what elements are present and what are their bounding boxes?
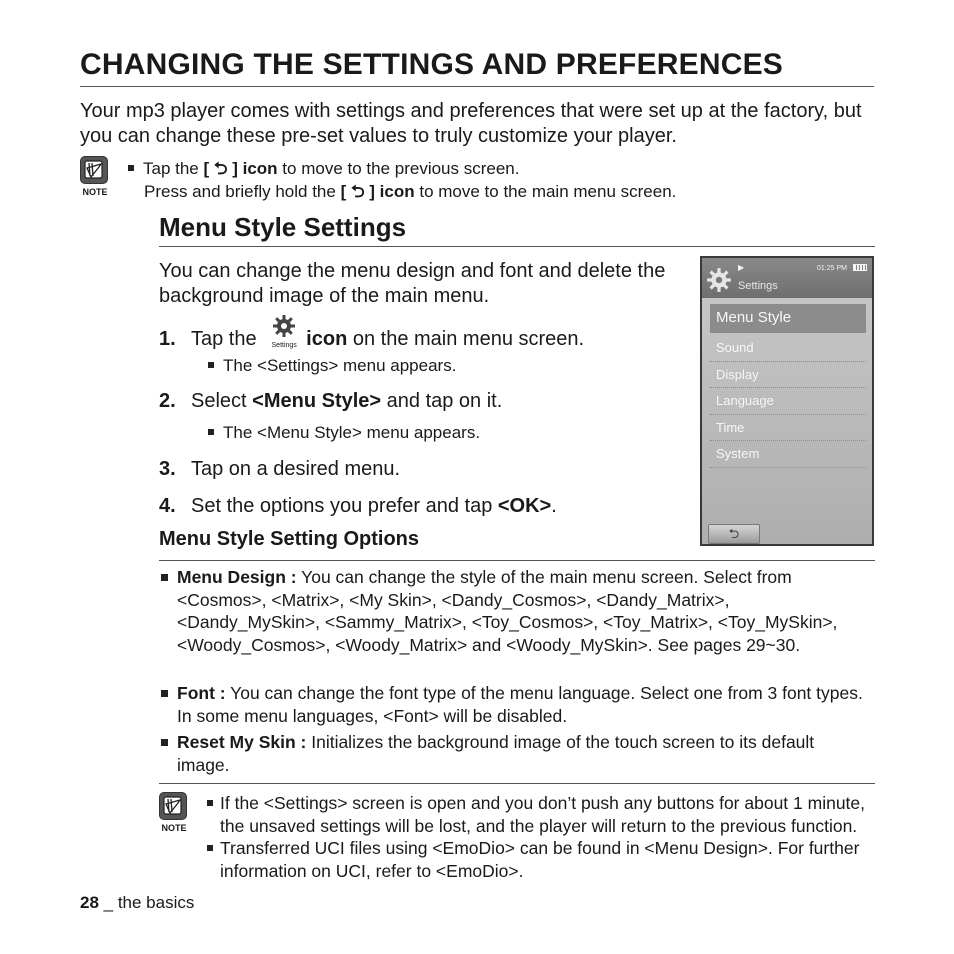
device-menu-list <box>710 304 866 468</box>
section-description: You can change the menu design and font and delete the background image of the main menu. <box>159 260 666 307</box>
bullet-square <box>208 429 214 435</box>
bullet-square <box>161 690 168 697</box>
device-back-button[interactable] <box>708 524 760 544</box>
menu-item-system[interactable]: System <box>710 441 866 468</box>
pencil-note-icon <box>159 792 187 820</box>
pencil-note-icon <box>80 156 108 184</box>
bullet-square <box>208 362 214 368</box>
device-header <box>702 258 872 298</box>
bullet-square <box>207 845 213 851</box>
settings-gear-icon: Settings <box>262 314 306 349</box>
step-4: 4. Set the options you prefer and tap <OK>. <box>159 495 557 517</box>
menu-item-display[interactable]: Display <box>710 362 866 389</box>
note-2-rule <box>159 783 875 784</box>
settings-gear-icon <box>706 267 732 298</box>
device-header-title: Settings <box>738 280 778 292</box>
bullet-square <box>161 739 168 746</box>
step-2-result: The <Menu Style> menu appears. <box>208 423 480 443</box>
option-menu-design: Menu Design : You can change the style of the main menu screen. Select from <Cosmos>, <Matrix>, <My Skin>, <Dandy_Cosmos>, <Dandy_Matrix>, <Dandy_MySkin>, <Sammy_Matrix>, <Toy_Cosmos>, <Toy_Matrix>, <Toy_MySkin>, <Woody_Cosmos>, <Woody_Matrix> and <Woody_MySkin>. See pages 29~30. <box>159 566 869 656</box>
back-icon: ⮌ <box>213 159 228 178</box>
bullet-square <box>161 574 168 581</box>
battery-icon <box>853 264 867 271</box>
note-1-line-2: Press and briefly hold the [ ⮌ ] icon to move to the main menu screen. <box>144 182 677 201</box>
options-title: Menu Style Setting Options <box>159 528 420 550</box>
menu-item-language[interactable]: Language <box>710 388 866 415</box>
device-clock: 01:25 PM <box>817 265 847 272</box>
note-icon-1 <box>80 156 112 197</box>
section-rule <box>159 246 875 247</box>
options-rule <box>159 560 875 561</box>
note-1-text <box>128 157 676 203</box>
step-3: 3. Tap on a desired menu. <box>159 458 401 480</box>
menu-item-time[interactable]: Time <box>710 415 866 442</box>
page-number: 28 <box>80 893 99 912</box>
note-icon-2 <box>159 792 191 833</box>
device-screenshot <box>700 256 874 546</box>
note-label: NOTE <box>161 823 187 833</box>
title-rule <box>80 86 874 87</box>
note-2-item: Transferred UCI files using <EmoDio> can be found in <Menu Design>. For further information on UCI, refer to <EmoDio>. <box>205 837 885 882</box>
note-label: NOTE <box>82 187 108 197</box>
note-2-item: If the <Settings> screen is open and you don’t push any buttons for about 1 minute, the unsaved settings will be lost, and the player will return to the previous function. <box>205 792 885 837</box>
menu-item-sound[interactable]: Sound <box>710 335 866 362</box>
note-2-text <box>205 792 885 882</box>
back-icon: ⮌ <box>350 182 365 201</box>
option-font: Font : You can change the font type of the menu language. Select one from 3 font types. In some menu languages, <Font> will be disabled. <box>159 682 869 727</box>
footer-section: _ the basics <box>98 893 195 912</box>
page-footer <box>80 893 194 913</box>
bullet-square <box>207 800 213 806</box>
menu-item-menu-style[interactable]: Menu Style <box>710 304 866 333</box>
option-reset-my-skin: Reset My Skin : Initializes the background image of the touch screen to its default image. <box>159 731 869 776</box>
note-1-line-1: Tap the [ ⮌ ] icon to move to the previous screen. <box>128 157 676 180</box>
step-1-result: The <Settings> menu appears. <box>208 356 456 376</box>
step-2: 2. Select <Menu Style> and tap on it. <box>159 390 503 412</box>
intro-paragraph: Your mp3 player comes with settings and preferences that were set up at the factory, but you can change these pre-set values to truly customize your player. <box>80 100 862 147</box>
page-title: CHANGING THE SETTINGS AND PREFERENCES <box>80 48 784 81</box>
section-title: Menu Style Settings <box>159 212 407 242</box>
play-icon: ▶ <box>738 263 745 272</box>
back-icon: ⮌ <box>728 526 740 541</box>
step-1: 1. Tap the Settings icon on the main menu screen. <box>159 322 584 357</box>
bullet-square <box>128 165 134 171</box>
